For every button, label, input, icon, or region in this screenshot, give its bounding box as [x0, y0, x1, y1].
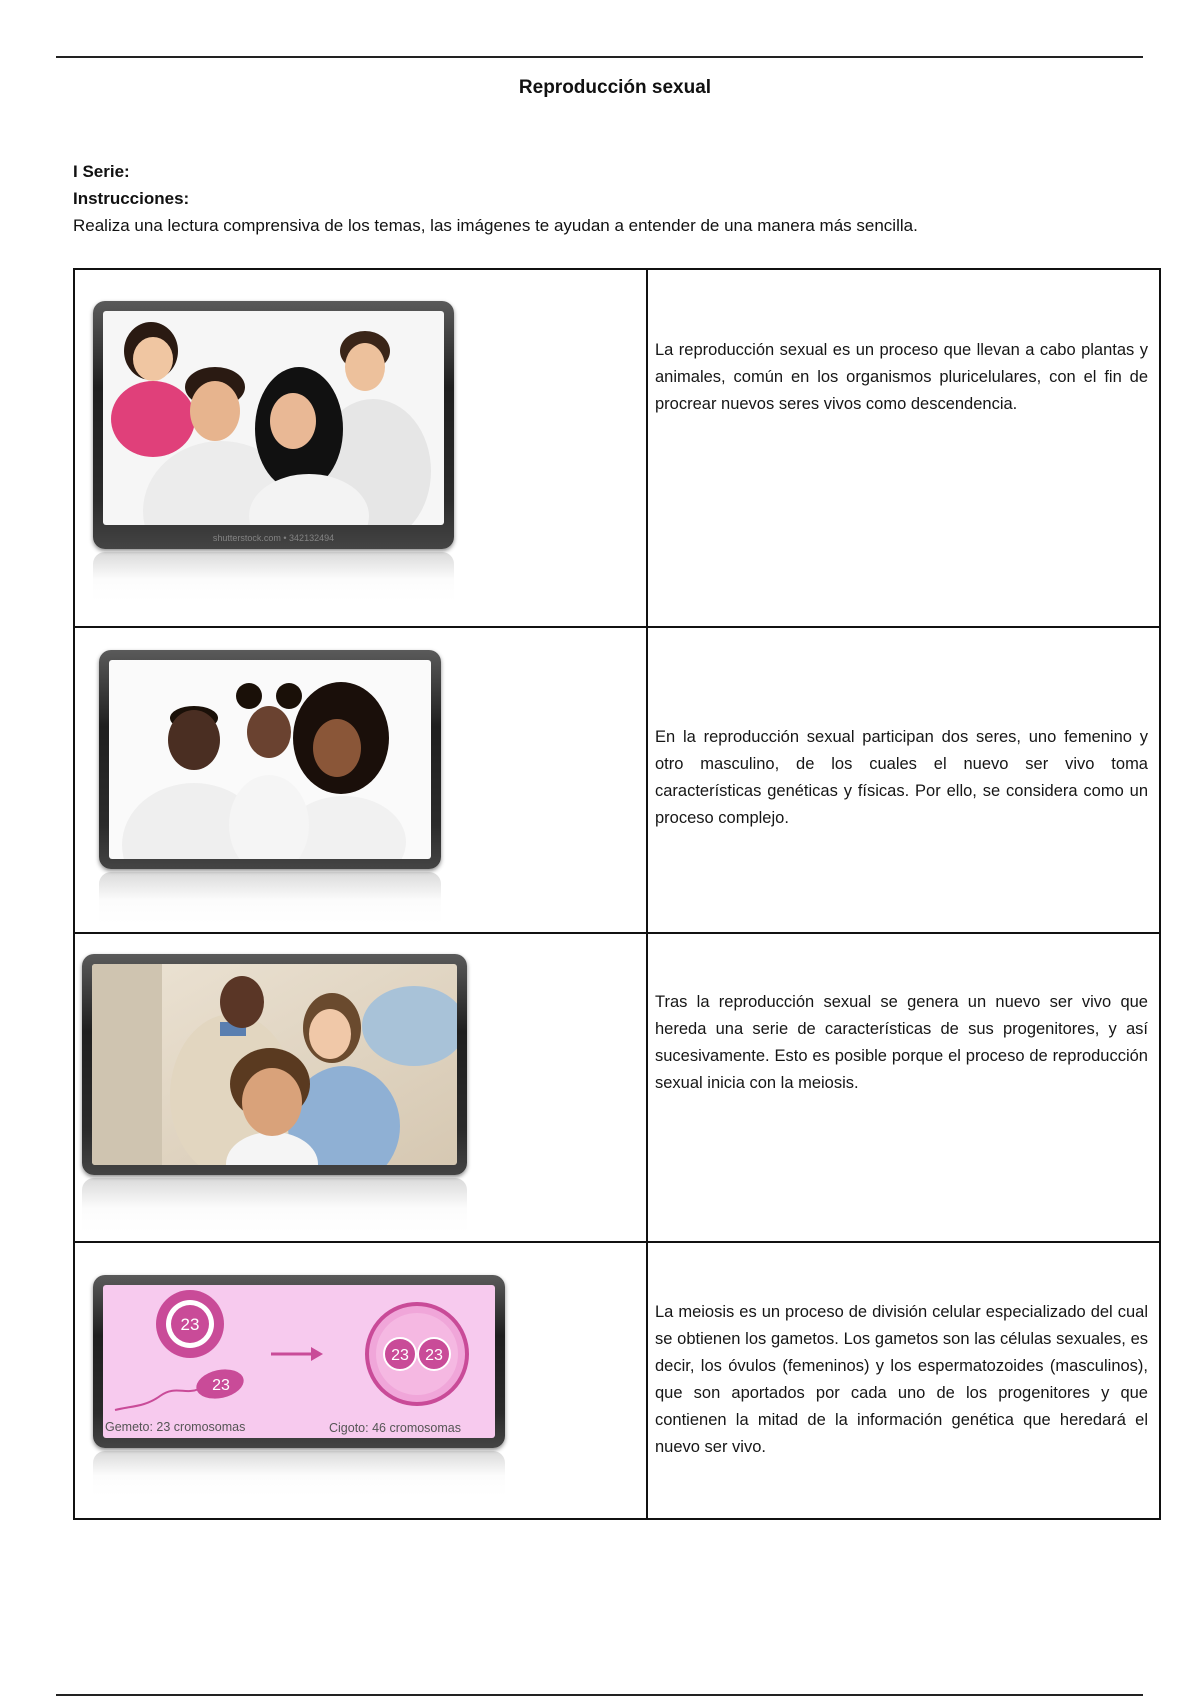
instructions-label: Instrucciones:: [73, 189, 190, 208]
sperm-count: 23: [212, 1377, 230, 1394]
meiosis-diagram: [103, 1285, 495, 1438]
serie-label: I Serie:: [73, 162, 130, 181]
row-text: En la reproducción sexual participan dos seres, uno femenino y otro masculino, de los cuales el nuevo ser vivo toma características genéticas y físicas. Por ello, se considera como un proceso complejo.: [655, 728, 1148, 827]
gamete-count: 23: [180, 1315, 200, 1334]
family-photo-frame: [93, 301, 454, 549]
photo-watermark: shutterstock.com • 342132494: [212, 533, 335, 543]
row-divider: [75, 932, 1159, 934]
family-photo-frame: [99, 650, 441, 869]
family-photo: [103, 311, 444, 525]
row-text: Tras la reproducción sexual se genera un nuevo ser vivo que hereda una serie de características de sus progenitores, y así sucesivamente. Esto es posible porque el proceso de reproducción sexual inicia con la meiosis.: [655, 993, 1148, 1092]
family-photo: [109, 660, 431, 859]
photo-reflection: [82, 1178, 467, 1233]
zygote-cell: [367, 1304, 467, 1404]
row-divider: [75, 626, 1159, 628]
meiosis-diagram-frame: [93, 1275, 505, 1448]
bottom-rule: [56, 1694, 1143, 1696]
page-title: Reproducción sexual: [518, 77, 712, 98]
column-divider: [646, 270, 648, 1518]
row-text: La reproducción sexual es un proceso que llevan a cabo plantas y animales, común en los organismos pluricelulares, con el fin de procrear nuevos seres vivos como descendencia.: [655, 341, 1148, 413]
family-photo-frame: [82, 954, 467, 1175]
gamete-label: Gemeto: 23 cromosomas: [105, 1420, 246, 1434]
photo-reflection: [99, 872, 441, 924]
content-table: [73, 268, 1161, 1520]
row-divider: [75, 1241, 1159, 1243]
zygote-label: Cigoto: 46 cromosomas: [329, 1421, 462, 1435]
zygote-count: 23: [391, 1347, 409, 1364]
photo-reflection: [93, 552, 454, 602]
zygote-count: 23: [425, 1347, 443, 1364]
row-text: La meiosis es un proceso de división celular especializado del cual se obtienen los gametos. Los gametos son las células sexuales, es decir, los óvulos (femeninos) y los espermatozoides (masculinos), que son aportados por cada uno de los progenitores y que contienen la mitad de la información genética que heredará el nuevo ser vivo.: [655, 1303, 1148, 1456]
top-rule: [56, 56, 1143, 58]
instructions-text: Realiza una lectura comprensiva de los temas, las imágenes te ayudan a entender de una manera más sencilla.: [73, 216, 918, 235]
diagram-reflection: [93, 1451, 505, 1496]
gamete-cell: [156, 1290, 224, 1358]
family-photo: [92, 964, 457, 1165]
